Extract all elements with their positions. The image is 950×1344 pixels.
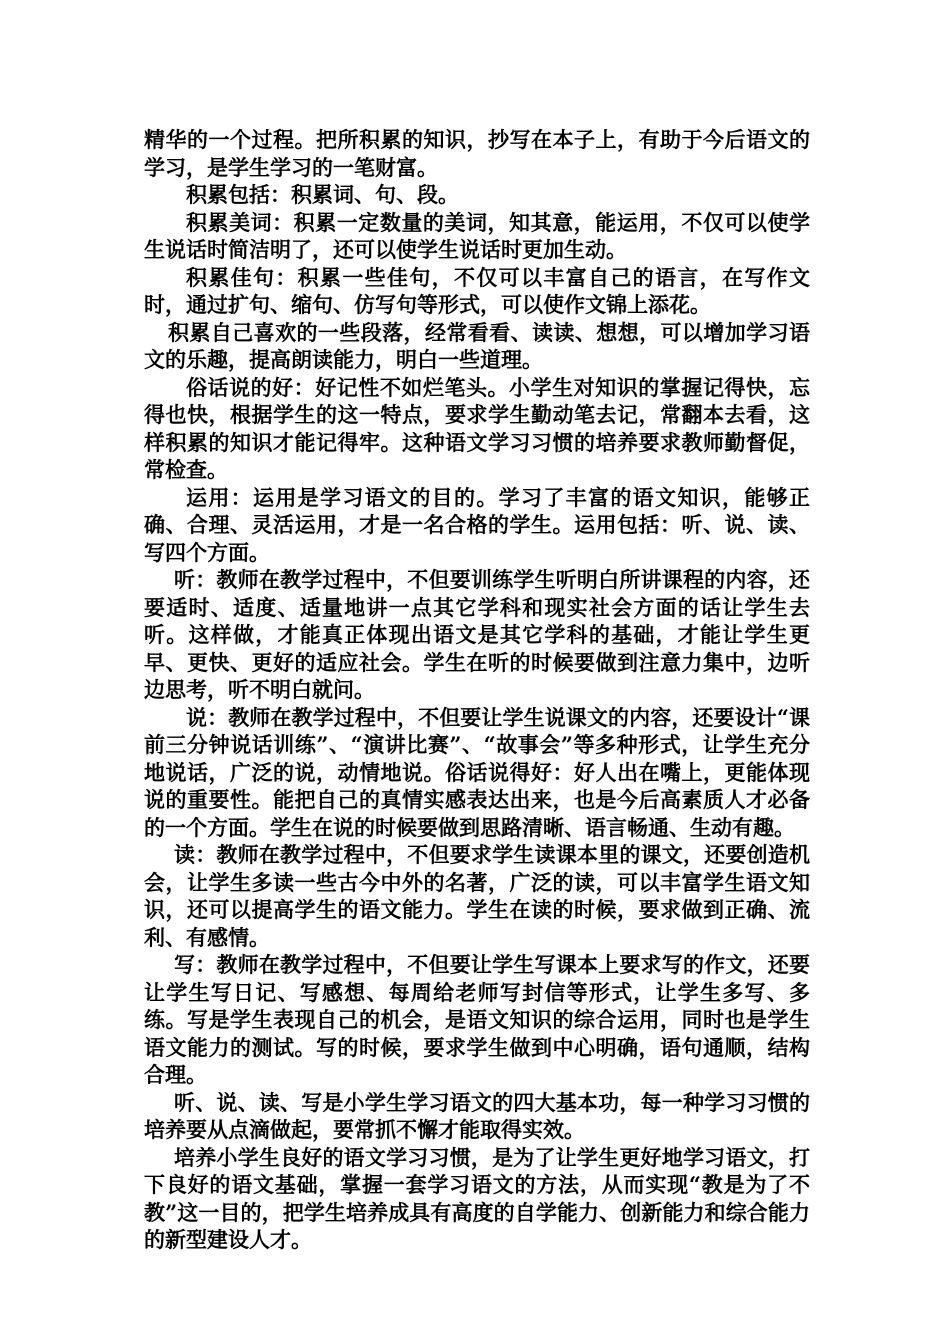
paragraph-11: 写：教师在教学过程中，不但要让学生写课本上要求写的作文，还要让学生写日记、写感想、每周给老师写封信等形式，让学生多写、多练。写是学生表现自己的机会，是语文知识的综合运用，同时也是学生语文能力的测试。写的时候，要求学生做到中心明确，语句通顺，结构合理。 xyxy=(144,952,810,1087)
paragraph-4: 积累佳句：积累一些佳句，不仅可以丰富自己的语言，在写作文时，通过扩句、缩句、仿写句等形式，可以使作文锦上添花。 xyxy=(144,264,810,317)
paragraph-3: 积累美词：积累一定数量的美词，知其意，能运用，不仅可以使学生说话时简洁明了，还可以使学生说话时更加生动。 xyxy=(144,209,810,262)
paragraph-7: 运用：运用是学习语文的目的。学习了丰富的语文知识，能够正确、合理、灵活运用，才是一名合格的学生。运用包括：听、说、读、写四个方面。 xyxy=(144,484,810,565)
paragraph-8: 听：教师在教学过程中，不但要训练学生听明白所讲课程的内容，还要适时、适度、适量地讲一点其它学科和现实社会方面的话让学生去听。这样做，才能真正体现出语文是其它学科的基础，才能让学生更早、更快、更好的适应社会。学生在听的时候要做到注意力集中，边听边思考，听不明白就问。 xyxy=(144,567,810,702)
paragraph-10: 读：教师在教学过程中，不但要求学生读课本里的课文，还要创造机会，让学生多读一些古今中外的名著，广泛的读，可以丰富学生语文知识，还可以提高学生的语文能力。学生在读的时候，要求做到正确、流利、有感情。 xyxy=(144,842,810,950)
paragraph-9: 说：教师在教学过程中，不但要让学生说课文的内容，还要设计“课前三分钟说话训练”、“演讲比赛”、“故事会”等多种形式，让学生充分地说话，广泛的说，动情地说。俗话说得好：好人出在嘴上，更能体现说的重要性。能把自己的真情实感表达出来，也是今后高素质人才必备的一个方面。学生在说的时候要做到思路清晰、语言畅通、生动有趣。 xyxy=(144,704,810,840)
paragraph-12: 听、说、读、写是小学生学习语文的四大基本功，每一种学习习惯的培养要从点滴做起，要常抓不懈才能取得实效。 xyxy=(144,1089,810,1142)
paragraph-1: 精华的一个过程。把所积累的知识，抄写在本子上，有助于今后语文的学习，是学生学习的一笔财富。 xyxy=(144,127,810,180)
paragraph-6: 俗话说的好：好记性不如烂笔头。小学生对知识的掌握记得快，忘得也快，根据学生的这一特点，要求学生勤动笔去记，常翻本去看，这样积累的知识才能记得牢。这种语文学习习惯的培养要求教师勤督促，常检查。 xyxy=(144,374,810,482)
paragraph-5: 积累自己喜欢的一些段落，经常看看、读读、想想，可以增加学习语文的乐趣，提高朗读能力，明白一些道理。 xyxy=(144,319,810,372)
paragraph-13: 培养小学生良好的语文学习习惯，是为了让学生更好地学习语文，打下良好的语文基础，掌握一套学习语文的方法，从而实现“教是为了不教”这一目的，把学生培养成具有高度的自学能力、创新能力和综合能力的新型建设人才。 xyxy=(144,1144,810,1252)
paragraph-2: 积累包括：积累词、句、段。 xyxy=(186,182,459,207)
